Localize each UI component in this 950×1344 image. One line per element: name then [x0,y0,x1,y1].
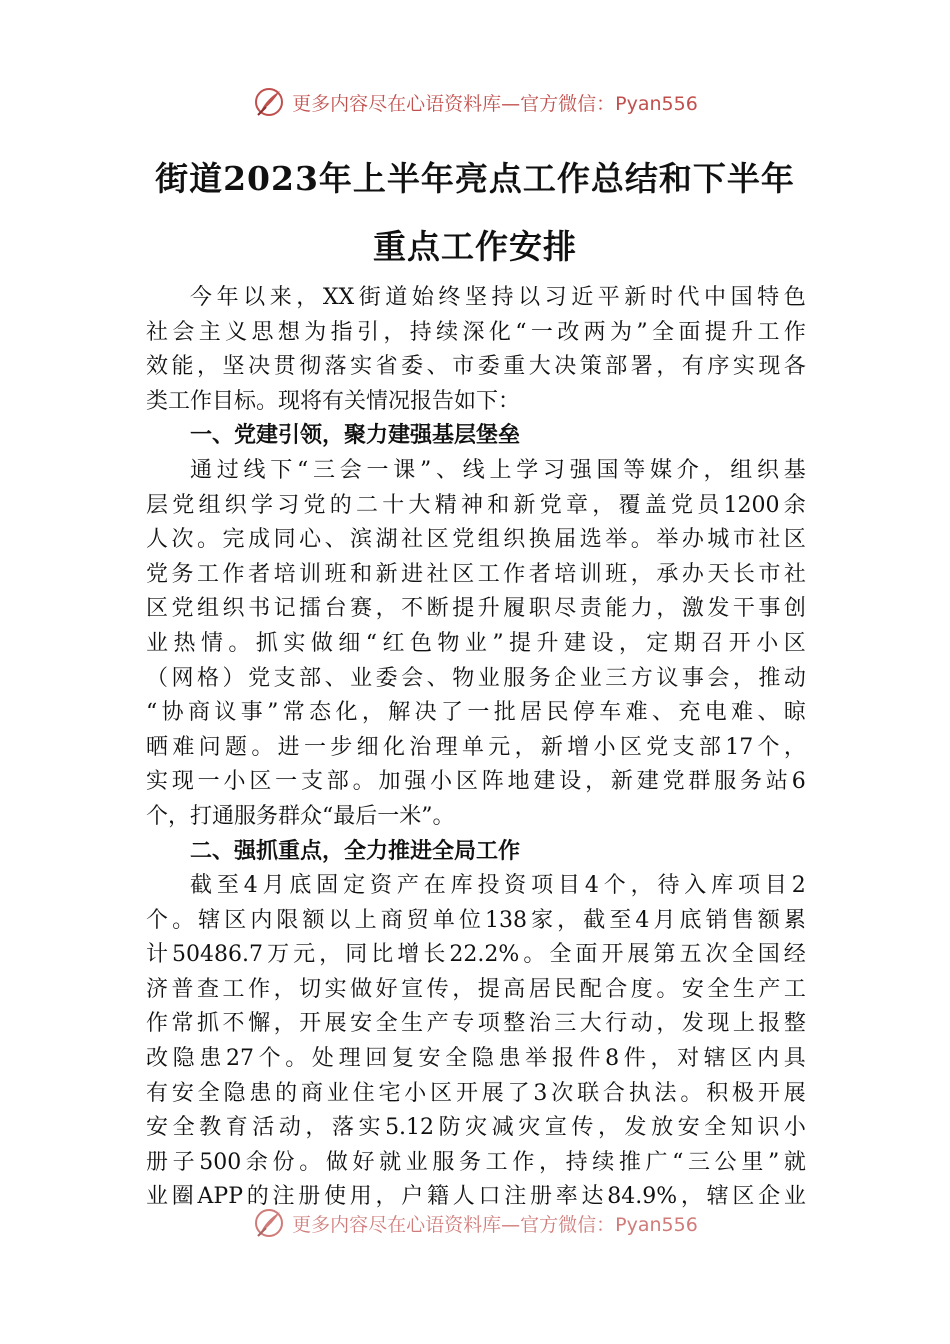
paragraph-line: 个 。 辖 区 内 限 额 以 上 商 贸 单 位 138 家 ， 截 至 4 月 底 销 售 额 累 [146,907,806,933]
paragraph-line: 类工作目标。现将有关情况报告如下： [146,388,521,414]
paragraph-line: 济 普 查 工 作 ， 切 实 做 好 宣 传 ， 提 高 居 民 配 合 度 。 安 全 生 产 工 [146,976,806,1002]
paragraph-line: 作 常 抓 不 懈 ， 开 展 安 全 生 产 专 项 整 治 三 大 行 动 ， 发 现 上 报 整 [146,1011,806,1037]
document-title-line-2: 重点工作安排 [373,227,577,266]
paragraph-line: 改 隐 患 27 个 。 处 理 回 复 安 全 隐 患 举 报 件 8 件 ， 对 辖 区 内 具 [146,1046,806,1072]
document-title-line-1: 街道2023年上半年亮点工作总结和下半年 [155,159,795,198]
watermark-text-top: 更多内容尽在心语资料库—官方微信：Pyan556 [292,92,698,115]
quill-logo-icon [252,1206,286,1240]
paragraph-line: “ 协 商 议 事 ” 常 态 化 ， 解 决 了 一 批 居 民 停 车 难 、 充 电 难 、 晾 [146,700,806,726]
paragraph-line: 截 至 4 月 底 固 定 资 产 在 库 投 资 项 目 4 个 ， 待 入 库 项 目 2 [190,873,806,899]
watermark-text-bottom: 更多内容尽在心语资料库—官方微信：Pyan556 [292,1213,698,1236]
watermark-banner-top [0,82,950,122]
paragraph-line: 通 过 线 下 “ 三 会 一 课 ” 、 线 上 学 习 强 国 等 媒 介 ， 组 织 基 [190,457,806,483]
paragraph-line: 有 安 全 隐 患 的 商 业 住 宅 小 区 开 展 了 3 次 联 合 执 法 。 积 极 开 展 [146,1080,806,1106]
paragraph-line: 社 会 主 义 思 想 为 指 引 ， 持 续 深 化 “ 一 改 两 为 ” 全 面 提 升 工 作 [146,319,806,345]
section-heading: 一、党建引领，聚力建强基层堡垒 [190,423,521,449]
paragraph-line: 今 年 以 来 ， XX 街 道 始 终 坚 持 以 习 近 平 新 时 代 中 国 特 色 [190,285,806,310]
section-heading: 二、强抓重点，全力推进全局工作 [190,838,521,864]
paragraph-line: 安 全 教 育 活 动 ， 落 实 5.12 防 灾 减 灾 宣 传 ， 发 放 安 全 知 识 小 [146,1115,806,1141]
paragraph-line: 个，打通服务群众“最后一米”。 [146,803,455,829]
paragraph-line: 业 热 情 。 抓 实 做 细 “ 红 色 物 业 ” 提 升 建 设 ， 定 期 召 开 小 区 [146,630,806,656]
paragraph-line: 人 次 。 完 成 同 心 、 滨 湖 社 区 党 组 织 换 届 选 举 。 举 办 城 市 社 区 [146,527,806,553]
paragraph-line: 区 党 组 织 书 记 擂 台 赛 ， 不 断 提 升 履 职 尽 责 能 力 ， 激 发 干 事 创 [146,596,806,622]
paragraph-line: 册 子 500 余 份 。 做 好 就 业 服 务 工 作 ， 持 续 推 广 “ 三 公 里 ” 就 [146,1149,806,1175]
document-body [146,281,806,1215]
paragraph-line: 业 圈 APP 的 注 册 使 用 ， 户 籍 人 口 注 册 率 达 84.9% ， 辖 区 企 业 [146,1184,806,1210]
paragraph-line: 实 现 一 小 区 一 支 部 。 加 强 小 区 阵 地 建 设 ， 新 建 党 群 服 务 站 6 [146,769,806,795]
paragraph-line: 效 能 ， 坚 决 贯 彻 落 实 省 委 、 市 委 重 大 决 策 部 署 ， 有 序 实 现 各 [146,354,806,380]
paragraph-line: 党 务 工 作 者 培 训 班 和 新 进 社 区 工 作 者 培 训 班 ， 承 办 天 长 市 社 [146,561,806,587]
paragraph-line: 计 50486.7 万 元 ， 同 比 增 长 22.2% 。 全 面 开 展 第 五 次 全 国 经 [146,942,806,968]
quill-logo-icon [252,85,286,119]
watermark-banner-bottom [0,1203,950,1243]
paragraph-line: 层 党 组 织 学 习 党 的 二 十 大 精 神 和 新 党 章 ， 覆 盖 党 员 1200 余 [146,492,806,518]
paragraph-line: （ 网 格 ） 党 支 部 、 业 委 会 、 物 业 服 务 企 业 三 方 议 事 会 ， 推 动 [146,665,806,691]
paragraph-line: 晒 难 问 题 。 进 一 步 细 化 治 理 单 元 ， 新 增 小 区 党 支 部 17 个 ， [146,734,806,760]
